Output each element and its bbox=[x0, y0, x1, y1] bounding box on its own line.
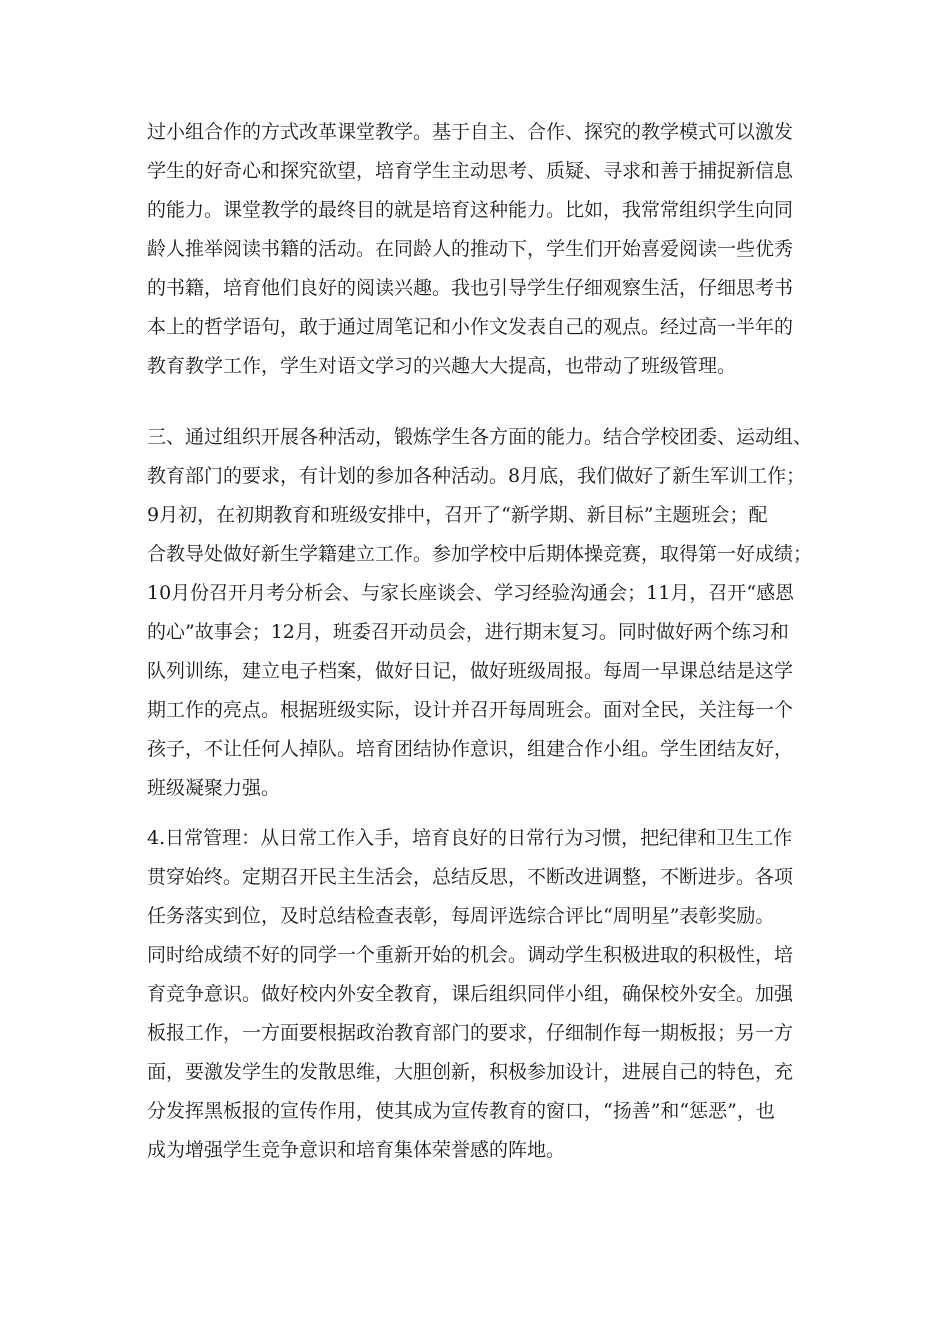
text-line: 过小组合作的方式改革课堂教学。基于自主、合作、探究的教学模式可以激发 bbox=[147, 121, 794, 143]
paragraph-activities bbox=[147, 418, 817, 808]
text-line: 育竞争意识。做好校内外安全教育，课后组织同伴小组，确保校外安全。加强 bbox=[147, 983, 794, 1005]
text-line: 龄人推举阅读书籍的活动。在同龄人的推动下，学生们开始喜爱阅读一些优秀 bbox=[147, 238, 794, 260]
text-line: 合教导处做好新生学籍建立工作。参加学校中后期体操竞赛，取得第一好成绩； bbox=[147, 543, 813, 565]
text-line: 本上的哲学语句，敢于通过周笔记和小作文发表自己的观点。经过高一半年的 bbox=[147, 316, 794, 338]
text-line: 教育部门的要求，有计划的参加各种活动。8月底，我们做好了新生军训工作； bbox=[147, 465, 806, 487]
text-line: 4.日常管理：从日常工作入手，培育良好的日常行为习惯，把纪律和卫生工作 bbox=[147, 827, 793, 849]
text-line: 成为增强学生竞争意识和培育集体荣誉感的阵地。 bbox=[147, 1139, 566, 1161]
text-line: 同时给成绩不好的同学一个重新开始的机会。调动学生积极进取的积极性，培 bbox=[147, 944, 794, 966]
text-line: 班级凝聚力强。 bbox=[147, 777, 281, 799]
text-line: 的能力。课堂教学的最终目的就是培育这种能力。比如，我常常组织学生向同 bbox=[147, 199, 794, 221]
text-line: 孩子，不让任何人掉队。培育团结协作意识，组建合作小组。学生团结友好， bbox=[147, 738, 794, 760]
paragraph-daily-management bbox=[147, 819, 817, 1170]
text-line: 学生的好奇心和探究欲望，培育学生主动思考、质疑、寻求和善于捕捉新信息 bbox=[147, 160, 794, 182]
text-line: 的书籍，培育他们良好的阅读兴趣。我也引导学生仔细观察生活，仔细思考书 bbox=[147, 277, 794, 299]
text-line: 的心”故事会；12月，班委召开动员会，进行期末复习。同时做好两个练习和 bbox=[147, 621, 789, 643]
paragraph-classroom-teaching bbox=[147, 113, 817, 386]
text-line: 面，要激发学生的发散思维，大胆创新，积极参加设计，进展自己的特色，充 bbox=[147, 1061, 794, 1083]
text-line: 贯穿始终。定期召开民主生活会，总结反思，不断改进调整，不断进步。各项 bbox=[147, 866, 794, 888]
text-line: 9月初，在初期教育和班级安排中，召开了“新学期、新目标”主题班会；配 bbox=[147, 504, 768, 526]
text-line: 任务落实到位，及时总结检查表彰，每周评选综合评比“周明星”表彰奖励。 bbox=[147, 905, 775, 927]
text-line: 分发挥黑板报的宣传作用，使其成为宣传教育的窗口，“扬善”和“惩恶”，也 bbox=[147, 1100, 775, 1122]
text-line: 教育教学工作，学生对语文学习的兴趣大大提高，也带动了班级管理。 bbox=[147, 355, 737, 377]
text-line: 10月份召开月考分析会、与家长座谈会、学习经验沟通会；11月，召开“感恩 bbox=[147, 582, 795, 604]
text-line: 期工作的亮点。根据班级实际，设计并召开每周班会。面对全民，关注每一个 bbox=[147, 699, 794, 721]
text-line: 三、通过组织开展各种活动，锻炼学生各方面的能力。结合学校团委、运动组、 bbox=[147, 426, 813, 448]
text-line: 板报工作，一方面要根据政治教育部门的要求，仔细制作每一期板报；另一方 bbox=[147, 1022, 794, 1044]
text-line: 队列训练，建立电子档案，做好日记，做好班级周报。每周一早课总结是这学 bbox=[147, 660, 794, 682]
